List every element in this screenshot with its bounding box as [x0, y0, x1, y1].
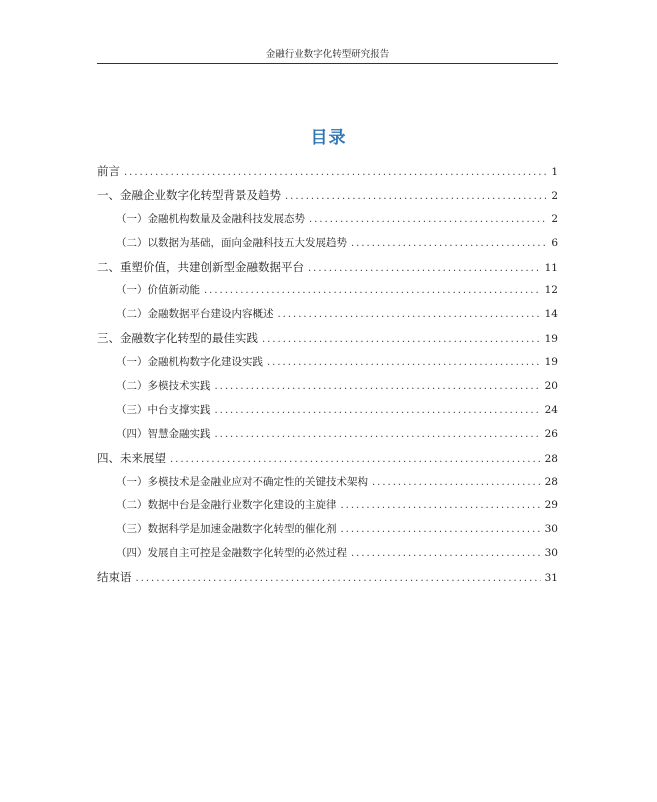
toc-entry-section[interactable] — [97, 423, 558, 447]
dot-leader — [351, 232, 547, 256]
toc-entry-preface[interactable] — [97, 160, 558, 184]
toc-page-number: 26 — [544, 427, 558, 440]
toc-page-number: 11 — [544, 261, 558, 274]
dot-leader — [262, 328, 541, 352]
toc-page-number: 30 — [544, 547, 558, 560]
dot-leader — [204, 279, 541, 303]
toc-entry-label: 结束语 — [97, 570, 132, 585]
toc-entry-chapter-4[interactable] — [97, 447, 558, 471]
toc-page-number: 31 — [544, 572, 558, 585]
toc-entry-section[interactable] — [97, 494, 558, 518]
dot-leader — [341, 518, 541, 542]
toc-entry-section[interactable] — [97, 279, 558, 303]
toc-page-number: 1 — [551, 166, 558, 178]
toc-entry-chapter-2[interactable] — [97, 256, 558, 280]
toc-page-number: 29 — [544, 499, 558, 512]
table-of-contents — [97, 160, 558, 590]
toc-entry-section[interactable] — [97, 518, 558, 542]
toc-entry-chapter-3[interactable] — [97, 327, 558, 351]
toc-page-number: 20 — [544, 380, 558, 393]
toc-page-number: 2 — [551, 212, 558, 225]
dot-leader — [309, 208, 547, 232]
toc-entry-section[interactable] — [97, 208, 558, 232]
toc-entry-label: （一）价值新动能 — [116, 284, 200, 297]
toc-page-number: 28 — [544, 452, 558, 465]
toc-entry-section[interactable] — [97, 471, 558, 495]
toc-entry-section[interactable] — [97, 351, 558, 375]
toc-page-number: 19 — [544, 356, 558, 369]
dot-leader — [215, 423, 541, 447]
toc-entry-label: （一）多模技术是金融业应对不确定性的关键技术架构 — [116, 475, 368, 488]
toc-entry-section[interactable] — [97, 399, 558, 423]
header-divider — [97, 63, 558, 64]
toc-page-number: 6 — [551, 236, 558, 249]
toc-entry-label: （四）发展自主可控是金融数字化转型的必然过程 — [116, 547, 347, 560]
toc-page-number: 28 — [544, 475, 558, 488]
toc-entry-section[interactable] — [97, 542, 558, 566]
running-header: 金融行业数字化转型研究报告 — [265, 49, 390, 60]
toc-entry-label: 四、未来展望 — [97, 450, 166, 465]
toc-entry-section[interactable] — [97, 375, 558, 399]
dot-leader — [267, 351, 541, 375]
toc-page-number: 14 — [544, 308, 558, 321]
toc-entry-label: （四）智慧金融实践 — [116, 427, 211, 440]
toc-entry-label: 三、金融数字化转型的最佳实践 — [97, 331, 258, 346]
dot-leader — [124, 161, 547, 185]
dot-leader — [215, 375, 541, 399]
toc-entry-section[interactable] — [97, 232, 558, 256]
toc-page-number: 2 — [551, 189, 558, 202]
toc-entry-label: 前言 — [97, 164, 120, 178]
toc-page-number: 30 — [544, 523, 558, 536]
dot-leader — [351, 542, 541, 566]
dot-leader — [215, 399, 541, 423]
toc-entry-label: （二）多模技术实践 — [116, 380, 211, 393]
toc-entry-conclusion[interactable] — [97, 566, 558, 590]
toc-entry-label: （二）以数据为基础，面向金融科技五大发展趋势 — [116, 236, 347, 249]
toc-entry-label: （二）数据中台是金融行业数字化建设的主旋律 — [116, 499, 337, 512]
dot-leader — [308, 257, 541, 281]
dot-leader — [278, 303, 541, 327]
toc-page-number: 24 — [544, 403, 558, 416]
toc-entry-section[interactable] — [97, 303, 558, 327]
toc-entry-label: （三）数据科学是加速金融数字化转型的催化剂 — [116, 523, 337, 536]
dot-leader — [372, 471, 541, 495]
toc-entry-label: （二）金融数据平台建设内容概述 — [116, 308, 274, 321]
toc-entry-label: 二、重塑价值，共建创新型金融数据平台 — [97, 259, 304, 274]
toc-entry-chapter-1[interactable] — [97, 184, 558, 208]
toc-entry-label: （三）中台支撑实践 — [116, 403, 211, 416]
dot-leader — [170, 448, 541, 472]
toc-entry-label: （一）金融机构数字化建设实践 — [116, 356, 263, 369]
toc-entry-label: （一）金融机构数量及金融科技发展态势 — [116, 212, 305, 225]
toc-page-number: 12 — [544, 284, 558, 297]
toc-entry-label: 一、金融企业数字化转型背景及趋势 — [97, 187, 281, 202]
toc-page-number: 19 — [544, 333, 558, 346]
dot-leader — [341, 494, 541, 518]
dot-leader — [136, 567, 541, 591]
dot-leader — [285, 185, 547, 209]
toc-title: 目录 — [310, 128, 347, 148]
